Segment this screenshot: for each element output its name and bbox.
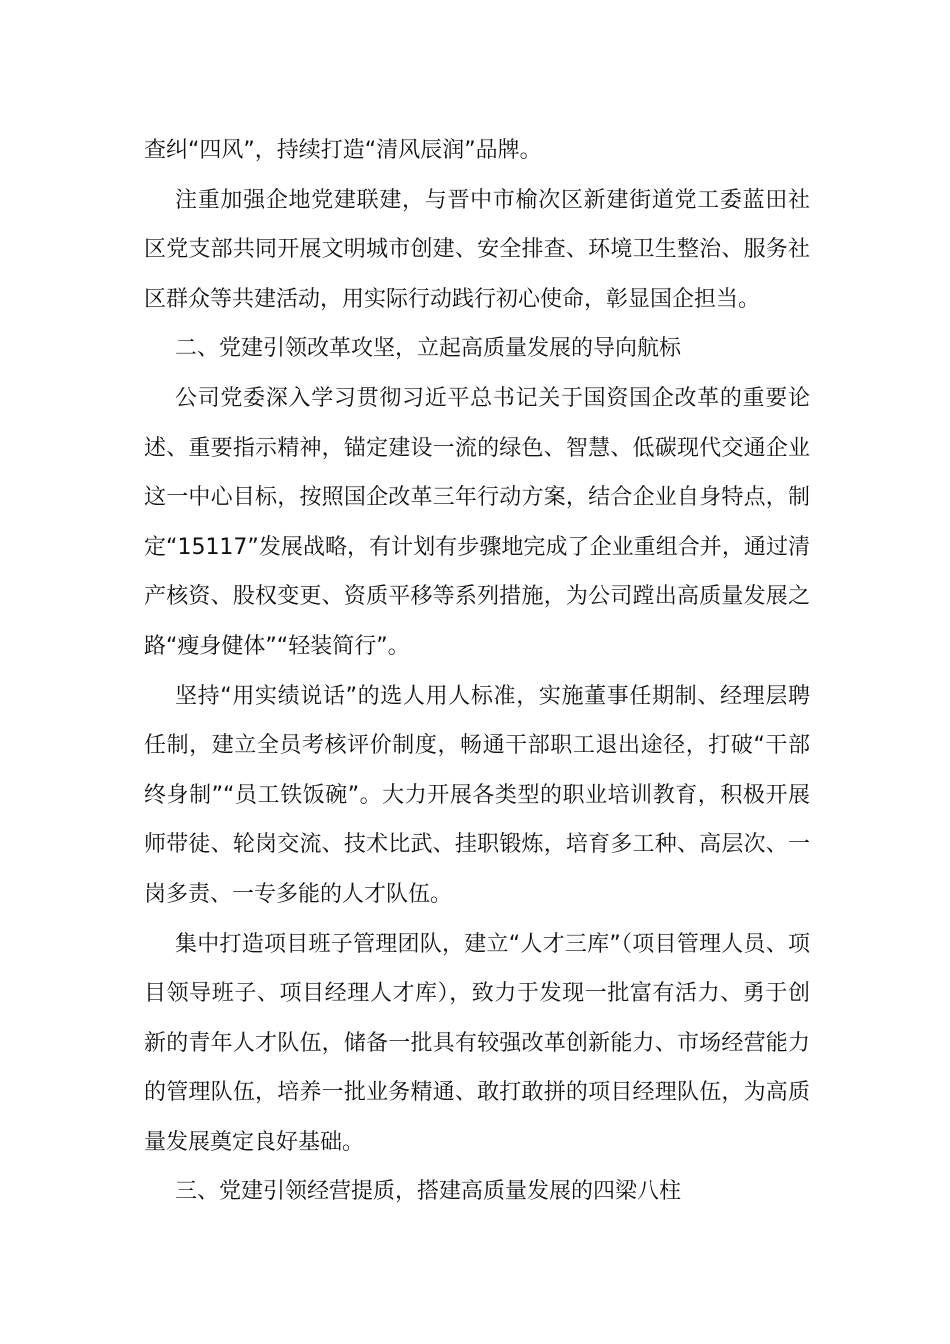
paragraph-personnel-system: 坚持“用实绩说话”的选人用人标准，实施董事任期制、经理层聘任制，建立全员考核评价制度，畅通干部职工退出途径，打破“干部终身制”“员工铁饭碗”。大力开展各类型的职业培训教育，积极开展师带徒、轮岗交流、技术比武、挂职锻炼，培育多工种、高层次、一岗多责、一专多能的人才队伍。 [144, 683, 810, 907]
section-heading-two: 二、党建引领改革攻坚，立起高质量发展的导向航标 [175, 336, 682, 362]
paragraph-talent-pool: 集中打造项目班子管理团队，建立“人才三库”（项目管理人员、项目领导班子、项目经理人才库），致力于发现一批富有活力、勇于创新的青年人才队伍，储备一批具有较强改革创新能力、市场经营能力的管理队伍，培养一批业务精通、敢打敢拼的项目经理队伍，为高质量发展奠定良好基础。 [144, 931, 810, 1155]
section-heading-three: 三、党建引领经营提质，搭建高质量发展的四梁八柱 [175, 1179, 682, 1205]
paragraph-continuation: 查纠“四风”，持续打造“清风辰润”品牌。 [144, 138, 542, 163]
paragraph-reform-strategy: 公司党委深入学习贯彻习近平总书记关于国资国企改革的重要论述、重要指示精神，锚定建设一流的绿色、智慧、低碳现代交通企业这一中心目标，按照国企改革三年行动方案，结合企业自身特点，制定“15117”发展战略，有计划有步骤地完成了企业重组合并，通过清产核资、股权变更、资质平移等系列措施，为公司蹚出高质量发展之路“瘦身健体”“轻装简行”。 [144, 385, 810, 659]
document-body [144, 126, 810, 1217]
paragraph-party-building-joint: 注重加强企地党建联建，与晋中市榆次区新建街道党工委蓝田社区党支部共同开展文明城市创建、安全排查、环境卫生整治、服务社区群众等共建活动，用实际行动践行初心使命，彰显国企担当。 [144, 187, 810, 312]
